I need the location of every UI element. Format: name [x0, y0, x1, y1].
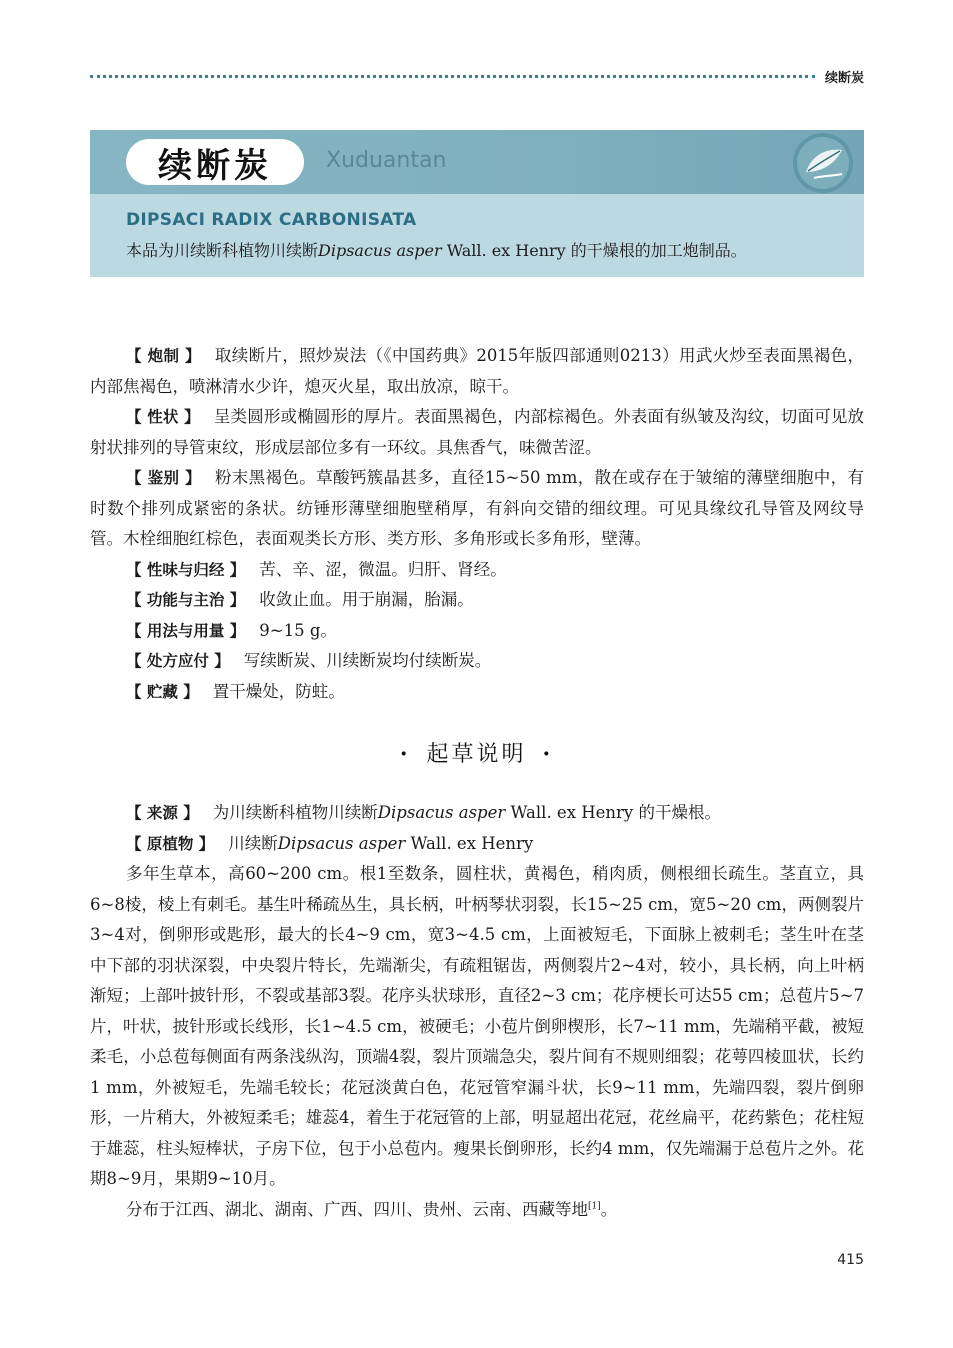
section-xingzhuang: 【 性状 】 呈类圆形或椭圆形的厚片。表面黑褐色，内部棕褐色。外表面有纵皱及沟纹，切面可见放射状排列的导管束纹，形成层部位多有一环纹。具焦香气，味微苦涩。 — [90, 407, 864, 457]
citation-ref[interactable]: [1] — [588, 1201, 601, 1211]
monograph-banner — [90, 130, 864, 277]
section-yuanzhiwu: 【 原植物 】 川续断Dipsacus asper Wall. ex Henry — [126, 833, 534, 853]
section-label: 【 原植物 】 — [126, 834, 215, 853]
section-label: 【 性味与归经 】 — [126, 560, 246, 579]
section-yongfa: 【 用法与用量 】 9~15 g。 — [126, 620, 337, 640]
section-laiyuan: 【 来源 】 为川续断科植物川续断Dipsacus asper Wall. ex Henry 的干燥根。 — [126, 803, 721, 822]
plant-description: 多年生草本，高60~200 cm。根1至数条，圆柱状，黄褐色，稍肉质，侧根细长疏生。茎直立，具6~8棱，棱上有刺毛。基生叶稀疏丛生，具长柄，叶柄琴状羽裂，长15~25 cm，宽5~20 cm，两侧裂片3~4对，倒卵形或匙形，最大的长4~9 cm，宽3~4.5 cm，上面被短毛，下面脉上被刺毛；茎生叶在茎中下部的羽状深裂，中央裂片特长，先端渐尖，有疏粗锯齿，两侧裂片2~4对，较小，具长柄，向上叶柄渐短；上部叶披针形，不裂或基部3裂。花序头状球形，直径2~3 cm；花序梗长可达55 cm；总苞片5~7片，叶状，披针形或长线形，长1~4.5 cm，被硬毛；小苞片倒卵楔形，长7~11 mm，先端稍平截，被短柔毛，小总苞每侧面有两条浅纵沟，顶端4裂，裂片顶端急尖，裂片间有不规则细裂；花萼四棱皿状，长约1 mm，外被短毛，先端毛较长；花冠淡黄白色，花冠管窄漏斗状，长9~11 mm，先端四裂，裂片倒卵形，一片稍大，外被短柔毛；雄蕊4，着生于花冠管的上部，明显超出花冠，花丝扁平，花药紫色；花柱短于雄蕊，柱头短棒状，子房下位，包于小总苞内。瘦果长倒卵形，长约4 mm，仅先端漏于总苞片之外。花期8~9月，果期9~10月。 — [90, 864, 864, 1188]
monograph-body — [90, 341, 864, 707]
section-label: 【 功能与主治 】 — [126, 591, 246, 609]
section-label: 【 贮藏 】 — [126, 682, 199, 701]
title-pinyin: Xuduantan — [326, 148, 447, 173]
section-chufang: 【 处方应付 】 写续断炭、川续断炭均付续断炭。 — [126, 651, 492, 670]
section-label: 【 炮制 】 — [126, 347, 201, 365]
section-paozhi: 【 炮制 】 取续断片，照炒炭法（《中国药典》2015年版四部通则0213）用武火炒至表面黑褐色，内部焦褐色，喷淋清水少许，熄灭火星，取出放凉，晾干。 — [90, 346, 865, 396]
section-gongneng: 【 功能与主治 】 收敛止血。用于崩漏，胎漏。 — [126, 590, 474, 609]
page-number: 415 — [837, 1252, 864, 1268]
section-xingwei: 【 性味与归经 】 苦、辛、涩，微温。归肝、肾经。 — [126, 559, 507, 579]
section-label: 【 用法与用量 】 — [126, 621, 246, 640]
section-label: 【 处方应付 】 — [126, 652, 230, 670]
drafting-body — [90, 798, 864, 1225]
distribution: 分布于江西、湖北、湖南、广西、四川、贵州、云南、西藏等地[1]。 — [126, 1199, 618, 1219]
running-head — [90, 66, 864, 86]
species-name: Dipsacus asper — [318, 241, 442, 260]
species-name: Dipsacus asper — [377, 803, 506, 822]
species-name: Dipsacus asper — [277, 833, 406, 853]
dotted-rule — [90, 75, 815, 78]
section-label: 【 鉴别 】 — [126, 469, 201, 487]
section-label: 【 性状 】 — [126, 408, 200, 426]
section-label: 【 来源 】 — [126, 804, 199, 822]
section-jianbie: 【 鉴别 】 粉末黑褐色。草酸钙簇晶甚多，直径15~50 mm，散在或存在于皱缩的薄壁细胞中，有时数个排列成紧密的条状。纺锤形薄壁细胞壁稍厚，有斜向交错的细纹理。可见具缘纹孔导管及网纹导管。木栓细胞红棕色，表面观类长方形、类方形、多角形或长多角形，壁薄。 — [90, 468, 864, 548]
drafting-heading: · 起草说明 · — [399, 741, 554, 767]
herb-leaf-emblem-icon — [792, 132, 854, 194]
latin-name: DIPSACI RADIX CARBONISATA — [126, 210, 417, 230]
title-pill — [126, 139, 304, 185]
banner-description: 本品为川续断科植物川续断Dipsacus asper Wall. ex Henry 的干燥根的加工炮制品。 — [126, 241, 747, 260]
title-chinese: 续断炭 — [158, 145, 272, 186]
running-head-title: 续断炭 — [824, 70, 864, 86]
section-zhucang: 【 贮藏 】 置干燥处，防蛀。 — [126, 681, 345, 701]
